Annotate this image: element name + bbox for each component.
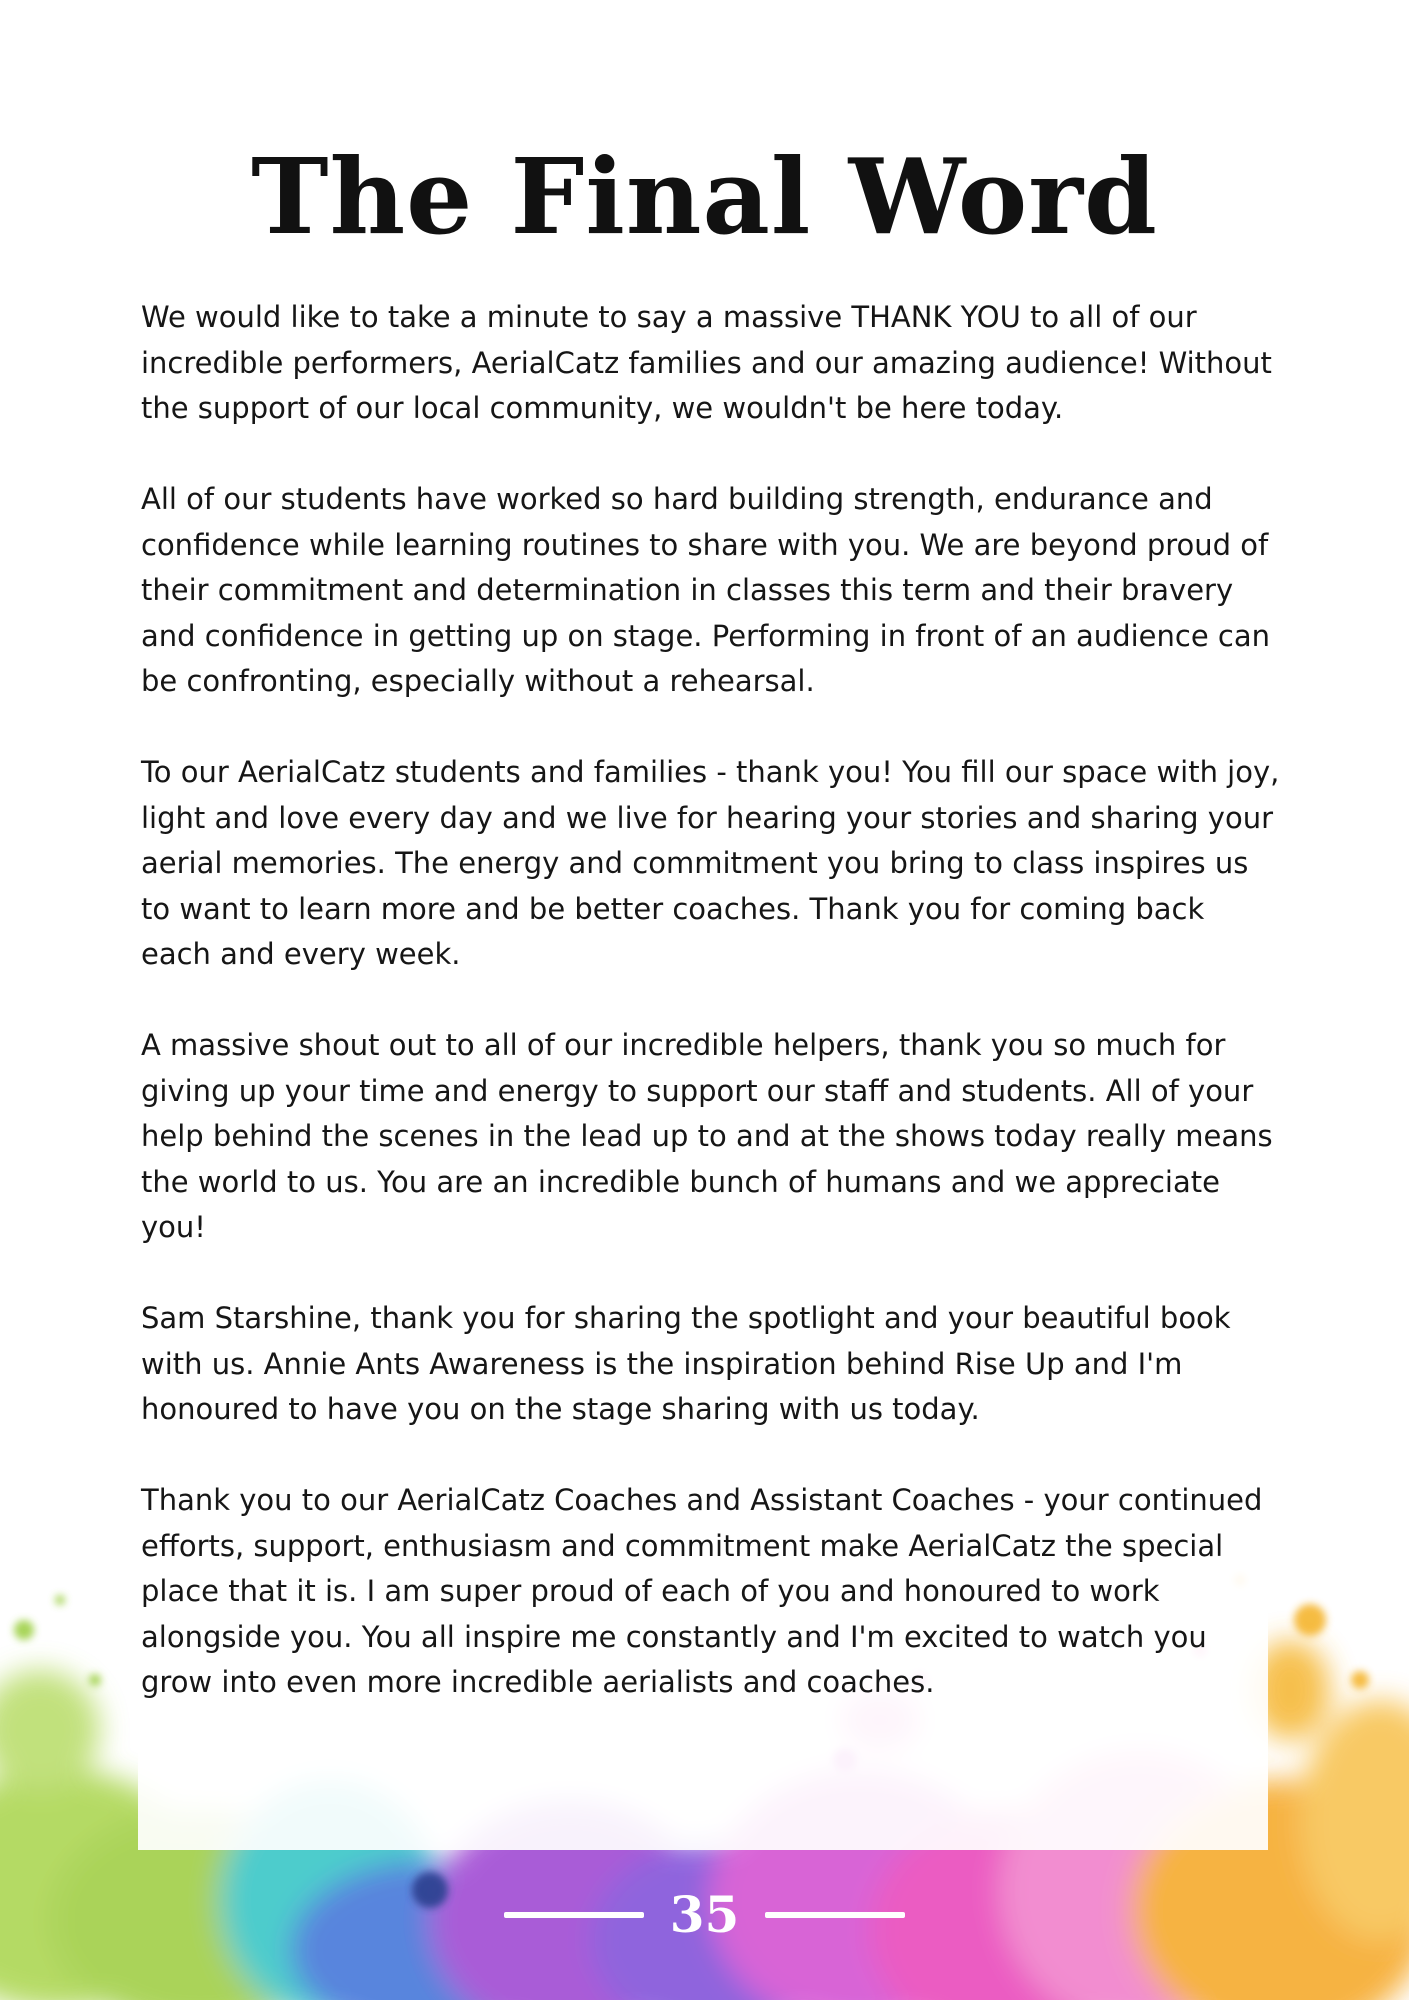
footer-rule-right: [765, 1912, 905, 1918]
paragraph-thank-you: We would like to take a minute to say a massive THANK YOU to all of our incredible performers, AerialCatz families and our amazing audience! Without the support of our local community, we wouldn't be here today.: [141, 300, 1272, 425]
footer-rule-left: [504, 1912, 644, 1918]
paragraph-helpers: A massive shout out to all of our incredible helpers, thank you so much for giving up your time and energy to support our staff and students. All of your help behind the scenes in the lead up to and at the shows today really means the world to us. You are an incredible bunch of humans and we appreciate you!: [141, 1028, 1273, 1244]
paragraph-students: All of our students have worked so hard building strength, endurance and confidence while learning routines to share with you. We are beyond proud of their commitment and determination in classes this term and their bravery and confidence in getting up on stage. Performing in front of an audience can be confronting, especially without a rehearsal.: [141, 482, 1270, 698]
page-footer: [0, 1885, 1409, 1945]
page-number: 35: [669, 1885, 740, 1944]
paragraph-sam-starshine: Sam Starshine, thank you for sharing the spotlight and your beautiful book with us. Annie Ants Awareness is the inspiration behind Rise Up and I'm honoured to have you on the stage sharing with us today.: [141, 1301, 1231, 1426]
page-title: The Final Word: [251, 135, 1158, 258]
paragraph-families: To our AerialCatz students and families - thank you! You fill our space with joy, light and love every day and we live for hearing your stories and sharing your aerial memories. The energy and commitment you bring to class inspires us to want to learn more and be better coaches. Thank you for coming back each and every week.: [141, 755, 1280, 971]
paragraph-coaches: Thank you to our AerialCatz Coaches and Assistant Coaches - your continued efforts, support, enthusiasm and commitment make AerialCatz the special place that it is. I am super proud of each of you and honoured to work alongside you. You all inspire me constantly and I'm excited to watch you grow into even more incredible aerialists and coaches.: [141, 1483, 1263, 1699]
body-text: [141, 295, 1281, 1751]
